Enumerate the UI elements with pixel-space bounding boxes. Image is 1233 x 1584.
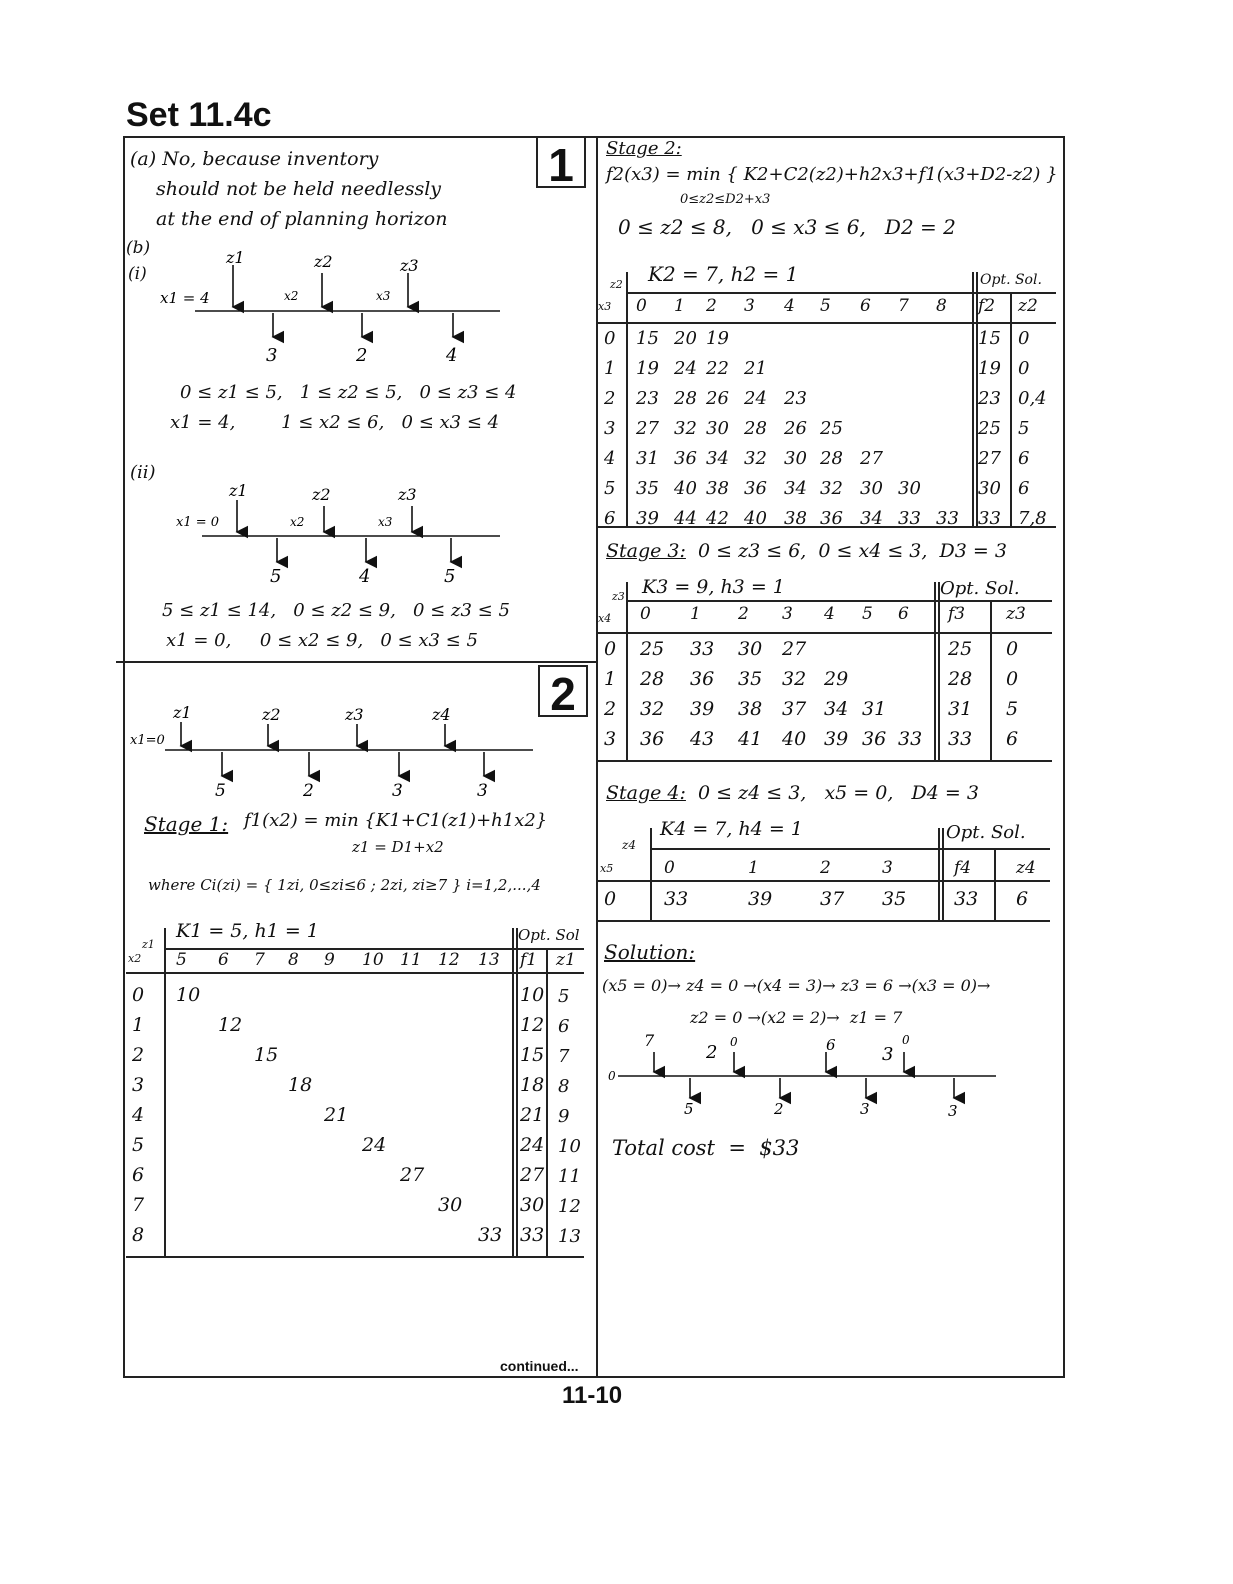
case-i-network-diagram [140,245,560,370]
stage4-table [598,818,1054,928]
stage2-table [598,262,1058,530]
stage1-opt-f: 27 [520,1164,545,1186]
stage1-row-x: 4 [132,1104,145,1126]
stage2-cell-value: 33 [936,508,959,529]
stage2-cell-value: 28 [744,418,767,439]
stage2-cell-value: 30 [860,478,883,499]
stage4-axis-z: z4 [622,838,636,852]
stage4-cell-value: 33 [664,888,689,910]
stage3-cell-value: 38 [738,698,763,720]
stage3-opt-z: 0 [1006,638,1019,660]
case-ii-demand-3: 5 [444,566,456,587]
stage2-cell-value: 30 [706,418,729,439]
stage2-col-header: 8 [936,296,947,316]
part-a-line-1: (a) No, because inventory [130,148,379,170]
p2-demand-2: 2 [303,781,314,800]
stage1-opt-z: 9 [558,1106,570,1127]
page-number: 11-10 [562,1382,623,1409]
stage2-col-header: 2 [706,296,717,316]
stage3-opt-z: 6 [1006,728,1019,750]
stage3-cell-value: 32 [782,668,807,690]
stage3-heading: Stage 3: [606,540,686,562]
stage2-row-x: 1 [604,358,616,379]
stage1-row-x: 5 [132,1134,145,1156]
stage1-row-x: 7 [132,1194,145,1216]
stage2-opt-label: Opt. Sol. [980,272,1042,288]
part-a-line-3: at the end of planning horizon [156,208,448,230]
solution-network-diagram [604,1028,1024,1123]
stage2-cell-value: 28 [820,448,843,469]
stage2-cell-value: 15 [636,328,659,349]
stage2-col-header: 6 [860,296,871,316]
case-ii-z2: z2 [312,485,331,504]
stage2-row-x: 0 [604,328,616,349]
stage1-opt-f: 18 [520,1074,545,1096]
stage1-opt-z: 11 [558,1166,581,1187]
stage2-cell-value: 36 [744,478,767,499]
stage4-cell-value: 39 [748,888,773,910]
stage3-cell-value: 34 [824,698,849,720]
solution-start-inventory: 0 [608,1069,616,1083]
stage2-row-x: 2 [604,388,616,409]
stage3-cell-value: 35 [738,668,763,690]
stage1-col-header: 9 [324,950,335,970]
stage3-cell-value: 36 [690,668,715,690]
stage3-cell-value: 32 [640,698,665,720]
stage3-col-header: 2 [738,604,749,624]
stage3-cell-value: 40 [782,728,807,750]
stage2-col-header: 0 [636,296,647,316]
case-ii-demand-2: 4 [359,566,371,587]
stage2-col-header: 4 [784,296,795,316]
stage3-row-x: 1 [604,668,617,690]
stage1-col-header: 7 [254,950,265,970]
stage4-opt-header-f: f4 [954,858,972,878]
stage1-cost-definition: where Ci(zi) = { 1zi, 0≤zi≤6 ; 2zi, zi≥7 } i=1,2,...,4 [148,876,541,894]
case-ii-network-diagram [140,478,560,588]
stage1-cell-value: 30 [438,1194,463,1216]
stage2-opt-header-z: z2 [1018,296,1038,316]
solution-line-1: (x5 = 0)→ z4 = 0 →(x4 = 3)→ z3 = 6 →(x3 = 0)→ [602,976,991,995]
stage2-heading: Stage 2: [606,138,682,159]
stage2-cell-value: 40 [744,508,767,529]
stage4-opt-f: 33 [954,888,979,910]
stage1-cell-value: 18 [288,1074,313,1096]
stage1-opt-z: 8 [558,1076,570,1097]
stage3-axis-x: x4 [598,612,612,625]
continued-note: continued... [500,1358,579,1374]
case-ii-x1-label: x1 = 0 [176,515,220,530]
stage4-heading-line [606,782,979,804]
case-ii-z1: z1 [229,481,248,500]
stage2-opt-z: 6 [1018,448,1030,469]
stage2-col-header: 7 [898,296,909,316]
stage2-cell-value: 42 [706,508,729,529]
stage4-col-header: 1 [748,858,759,878]
stage1-opt-f: 24 [520,1134,545,1156]
stage2-cell-value: 38 [784,508,807,529]
stage3-col-header: 0 [640,604,651,624]
stage2-cell-value: 19 [636,358,659,379]
case-i-label: (i) [128,264,147,284]
stage4-params: K4 = 7, h4 = 1 [660,818,803,840]
stage2-cell-value: 27 [636,418,659,439]
stage3-heading-line [606,540,1007,562]
stage1-opt-z: 10 [558,1136,581,1157]
total-cost: Total cost = $33 [612,1136,800,1160]
p2-demand-4: 3 [477,781,488,800]
stage3-cell-value: 27 [782,638,807,660]
p2-x1-label: x1=0 [130,733,165,748]
stage1-opt-header-z: z1 [556,950,576,970]
stage2-opt-z: 0 [1018,328,1030,349]
p2-z2: z2 [262,705,281,724]
case-i-demand-2: 2 [356,345,368,366]
stage3-cell-value: 31 [862,698,887,720]
stage3-cell-value: 36 [862,728,887,750]
stage4-col-header: 0 [664,858,675,878]
solution-demand-3: 3 [860,1100,870,1118]
stage2-opt-z: 5 [1018,418,1030,439]
stage1-cell-value: 21 [324,1104,349,1126]
stage1-opt-f: 15 [520,1044,545,1066]
stage2-row-x: 6 [604,508,616,529]
case-i-x3: x3 [376,289,391,303]
case-i-z1: z1 [226,248,245,267]
stage2-cell-value: 38 [706,478,729,499]
stage1-opt-f: 30 [520,1194,545,1216]
case-ii-label: (ii) [130,462,156,483]
stage2-col-header: 3 [744,296,755,316]
stage3-row-x: 0 [604,638,617,660]
stage1-cell-value: 15 [254,1044,279,1066]
stage2-opt-f: 23 [978,388,1001,409]
stage2-cell-value: 32 [820,478,843,499]
solution-order-4: 3 [882,1044,894,1065]
stage2-cell-value: 35 [636,478,659,499]
case-ii-z3: z3 [398,485,417,504]
stage1-opt-z: 13 [558,1226,581,1247]
stage2-opt-z: 0,4 [1018,388,1047,409]
stage3-cell-value: 41 [738,728,763,750]
solution-order-2: 2 [706,1042,718,1063]
p2-z3: z3 [345,705,364,724]
stage2-cell-value: 26 [706,388,729,409]
stage3-opt-f: 31 [948,698,973,720]
stage3-cell-value: 28 [640,668,665,690]
stage3-cell-value: 25 [640,638,665,660]
stage1-cell-value: 24 [362,1134,387,1156]
stage1-cell-value: 33 [478,1224,503,1246]
case-ii-constraints-2: x1 = 0, 0 ≤ x2 ≤ 9, 0 ≤ x3 ≤ 5 [166,630,478,651]
solution-demand-1: 5 [684,1100,694,1118]
stage2-opt-f: 30 [978,478,1001,499]
solution-demand-4: 3 [948,1102,958,1120]
stage1-row-x: 1 [132,1014,145,1036]
stage1-col-header: 6 [218,950,229,970]
stage1-row-x: 3 [132,1074,145,1096]
stage1-cell-value: 12 [218,1014,243,1036]
stage2-cell-value: 23 [784,388,807,409]
stage1-subscript: z1 = D1+x2 [352,838,444,856]
stage1-row-x: 0 [132,984,145,1006]
stage1-opt-z: 12 [558,1196,581,1217]
stage2-opt-f: 15 [978,328,1001,349]
stage1-row-x: 8 [132,1224,145,1246]
stage2-axis-z: z2 [610,278,623,291]
solution-demand-2: 2 [774,1100,784,1118]
stage2-bounds: 0 ≤ z2 ≤ 8, 0 ≤ x3 ≤ 6, D2 = 2 [618,215,956,239]
case-i-constraints-2: x1 = 4, 1 ≤ x2 ≤ 6, 0 ≤ x3 ≤ 4 [170,412,500,433]
stage4-col-header: 2 [820,858,831,878]
stage2-cell-value: 30 [898,478,921,499]
stage2-cell-value: 32 [744,448,767,469]
solution-heading: Solution: [604,940,696,964]
stage2-opt-z: 7,8 [1018,508,1047,529]
stage2-subscript: 0≤z2≤D2+x3 [680,192,771,207]
case-i-demand-3: 4 [446,345,458,366]
stage2-opt-f: 33 [978,508,1001,529]
problem-1-number: 1 [536,136,586,188]
stage3-cell-value: 43 [690,728,715,750]
stage2-formula: f2(x3) = min { K2+C2(z2)+h2x3+f1(x3+D2-z2) } [606,164,1058,185]
stage1-formula: f1(x2) = min {K1+C1(z1)+h1x2} [244,810,548,831]
stage2-opt-f: 19 [978,358,1001,379]
stage2-col-header: 5 [820,296,831,316]
stage2-opt-z: 0 [1018,358,1030,379]
stage3-table [598,576,1054,766]
stage1-opt-z: 5 [558,986,570,1007]
stage2-cell-value: 27 [860,448,883,469]
case-ii-demand-1: 5 [270,566,282,587]
case-i-demand-1: 3 [266,345,278,366]
stage3-row-x: 2 [604,698,617,720]
stage1-cell-value: 27 [400,1164,425,1186]
solution-line-2: z2 = 0 →(x2 = 2)→ z1 = 7 [690,1008,903,1027]
stage2-cell-value: 44 [674,508,697,529]
stage2-col-header: 1 [674,296,685,316]
case-i-z3: z3 [400,256,419,275]
stage3-cell-value: 33 [898,728,923,750]
stage2-cell-value: 34 [860,508,883,529]
stage4-col-header: 3 [882,858,893,878]
p2-demand-1: 5 [215,781,226,800]
problem-divider [116,661,597,663]
stage1-cell-value: 10 [176,984,201,1006]
stage3-row-x: 3 [604,728,617,750]
stage1-col-header: 5 [176,950,187,970]
stage3-col-header: 5 [862,604,873,624]
case-ii-x3: x3 [378,515,393,529]
stage4-heading: Stage 4: [606,782,686,804]
stage3-cell-value: 29 [824,668,849,690]
stage4-row-x: 0 [604,888,617,910]
stage1-col-header: 11 [400,950,422,970]
part-a-line-2: should not be held needlessly [156,178,442,200]
case-i-z2: z2 [314,252,333,271]
stage2-cell-value: 40 [674,478,697,499]
stage2-cell-value: 32 [674,418,697,439]
stage2-params: K2 = 7, h2 = 1 [648,262,799,286]
stage2-axis-x: x3 [598,300,612,313]
page-title: Set 11.4c [126,96,272,134]
stage3-col-header: 3 [782,604,793,624]
stage1-col-header: 10 [362,950,384,970]
case-i-x2: x2 [284,289,299,303]
stage1-col-header: 8 [288,950,299,970]
stage2-cell-value: 22 [706,358,729,379]
stage1-opt-f: 12 [520,1014,545,1036]
stage2-cell-value: 36 [674,448,697,469]
p2-z4: z4 [432,705,451,724]
stage1-opt-f: 10 [520,984,545,1006]
stage4-cell-value: 35 [882,888,907,910]
stage3-cell-value: 39 [690,698,715,720]
stage1-opt-label: Opt. Sol [518,926,580,944]
stage2-cell-value: 36 [820,508,843,529]
stage2-opt-f: 27 [978,448,1001,469]
stage2-cell-value: 31 [636,448,659,469]
stage2-cell-value: 21 [744,358,767,379]
stage3-col-header: 1 [690,604,701,624]
solution-inventory-2: 0 [730,1035,738,1049]
solution-order-3: 6 [826,1036,836,1054]
stage1-opt-header-f: f1 [520,950,538,970]
stage2-opt-f: 25 [978,418,1001,439]
stage3-col-header: 4 [824,604,835,624]
stage3-cell-value: 30 [738,638,763,660]
stage3-opt-f: 33 [948,728,973,750]
stage2-row-x: 5 [604,478,616,499]
stage4-opt-label: Opt. Sol. [946,822,1026,843]
stage2-cell-value: 20 [674,328,697,349]
stage3-axis-z: z3 [612,590,625,603]
stage1-opt-z: 6 [558,1016,570,1037]
stage2-cell-value: 33 [898,508,921,529]
stage3-cell-value: 33 [690,638,715,660]
part-b-label: (b) [126,238,151,258]
stage3-opt-f: 28 [948,668,973,690]
stage1-axis-z: z1 [142,938,155,951]
case-i-x1-label: x1 = 4 [160,289,210,307]
stage1-axis-x: x2 [128,952,142,965]
stage3-opt-label: Opt. Sol. [940,578,1020,599]
problem-2-network-diagram [125,700,545,800]
stage2-cell-value: 39 [636,508,659,529]
stage2-cell-value: 23 [636,388,659,409]
stage1-row-x: 6 [132,1164,145,1186]
stage2-opt-header-f: f2 [978,296,996,316]
stage3-opt-header-f: f3 [948,604,966,624]
stage3-opt-f: 25 [948,638,973,660]
stage1-col-header: 12 [438,950,460,970]
case-ii-x2: x2 [290,515,305,529]
stage2-cell-value: 24 [744,388,767,409]
stage3-col-header: 6 [898,604,909,624]
stage2-cell-value: 30 [784,448,807,469]
stage3-cell-value: 37 [782,698,807,720]
p2-demand-3: 3 [392,781,403,800]
stage3-opt-z: 5 [1006,698,1019,720]
stage1-row-x: 2 [132,1044,145,1066]
stage1-params: K1 = 5, h1 = 1 [176,920,319,942]
stage2-row-x: 3 [604,418,616,439]
stage1-opt-z: 7 [558,1046,570,1067]
case-ii-constraints-1: 5 ≤ z1 ≤ 14, 0 ≤ z2 ≤ 9, 0 ≤ z3 ≤ 5 [162,600,510,621]
solution-inventory-4: 0 [902,1033,910,1047]
stage2-row-x: 4 [604,448,616,469]
stage3-opt-header-z: z3 [1006,604,1026,624]
stage1-heading: Stage 1: [144,812,229,836]
problem-2-number: 2 [538,665,588,717]
stage4-opt-header-z: z4 [1016,858,1036,878]
stage4-opt-z: 6 [1016,888,1029,910]
stage3-cell-value: 36 [640,728,665,750]
solution-order-1: 7 [644,1031,655,1050]
stage3-bounds: 0 ≤ z3 ≤ 6, 0 ≤ x4 ≤ 3, D3 = 3 [698,540,1007,562]
stage2-cell-value: 34 [784,478,807,499]
stage3-params: K3 = 9, h3 = 1 [642,576,785,598]
stage2-cell-value: 24 [674,358,697,379]
stage2-cell-value: 19 [706,328,729,349]
stage2-cell-value: 26 [784,418,807,439]
stage2-cell-value: 25 [820,418,843,439]
stage1-col-header: 13 [478,950,500,970]
stage3-opt-z: 0 [1006,668,1019,690]
stage4-axis-x: x5 [600,862,614,875]
stage3-cell-value: 39 [824,728,849,750]
stage2-cell-value: 34 [706,448,729,469]
stage4-bounds: 0 ≤ z4 ≤ 3, x5 = 0, D4 = 3 [698,782,979,804]
case-i-constraints-1: 0 ≤ z1 ≤ 5, 1 ≤ z2 ≤ 5, 0 ≤ z3 ≤ 4 [180,382,517,403]
stage2-cell-value: 28 [674,388,697,409]
stage1-opt-f: 21 [520,1104,545,1126]
stage4-cell-value: 37 [820,888,845,910]
stage1-table [126,920,586,1270]
stage2-opt-z: 6 [1018,478,1030,499]
p2-z1: z1 [173,703,192,722]
stage1-opt-f: 33 [520,1224,545,1246]
